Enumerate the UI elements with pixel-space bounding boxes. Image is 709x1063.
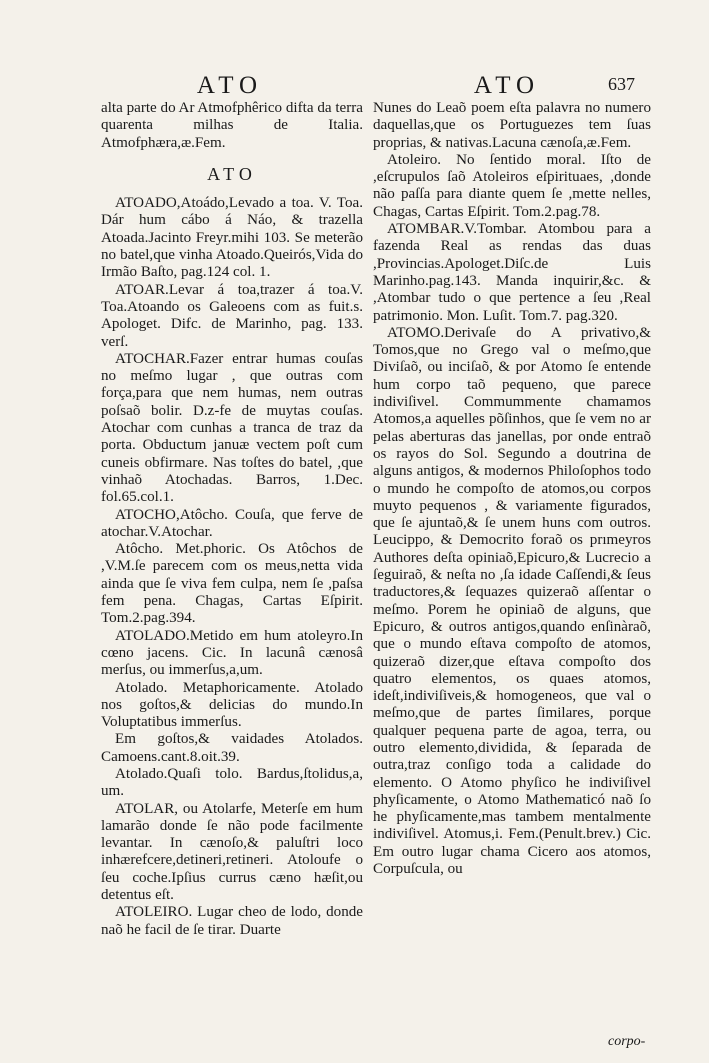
entry-atolado-metaphoric: Atolado. Metaphoricamente. Atolado nos goſtos,& delicias do mundo.In Voluptatibus immerſus. xyxy=(101,679,363,731)
entry-atolado: ATOLADO.Metido em hum atoleyro.In cœno jacens. Cic. In lacunâ cænosâ merſus, ou immerſus,a,um. xyxy=(101,627,363,679)
entry-atochar: ATOCHAR.Fazer entrar humas couſas no meſmo lugar , que outras com força,para que nem humas, nem outras poſsaõ bolir. D.z-fe de muytas couſas. Atochar com cunhas a tranca de traz da porta. Obductum januæ vectem poſt cum cuneis obfirmare. Nas toſtes do batel, ,que vinhaõ Atochadas. Barros, 1.Dec. fol.65.col.1. xyxy=(101,350,363,506)
entry-atoleiro-continuation: Nunes do Leaõ poem eſta palavra no numero daquellas,que os Portuguezes tem ſuas proprias, & nativas.Lacuna cænoſa,æ.Fem. xyxy=(373,100,651,151)
entry-atoar: ATOAR.Levar á toa,trazer á toa.V. Toa.Atoando os Galeoens com as fuit.s. Apologet. Difc. de Marinho, pag. 133. verſ. xyxy=(101,281,363,350)
entry-atolado-tolo: Atolado.Quaſi tolo. Bardus,ſtolidus,a, um. xyxy=(101,765,363,800)
left-column xyxy=(101,100,363,939)
entry-atocho: ATOCHO,Atôcho. Couſa, que ferve de atochar.V.Atochar. xyxy=(101,506,363,540)
right-column xyxy=(373,100,651,878)
entry-atomo: ATOMO.Derivaſe do A privativo,& Tomos,que no Grego val o meſmo,que Diviſaõ, ou inciſaõ, & por Atomo ſe entende hum corpo taõ pequeno, que parece indiviſivel. Commummente chamamos Atomos,a aquelles põſinhos, que ſe vem no ar pelas aberturas das janellas, por onde entraõ os rayos do Sol. Segundo a doutrina de alguns antigos, & modernos Philoſophos todo o mundo he compoſto de atomos,ou corpos muyto pequenos , & variamente figurados, que ſe ajuntaõ,& ſe unem huns com outros. Leucippo, & Democrito foraõ os prımeyros Authores deſta opiniaõ,Epicuro,& Lucrecio a ſeguiraõ, & neſta no ,ſa idade Caſſendi,& ſeus traductores,& ſequazes quizeraõ aſſentar o meſmo. Porem he opiniaõ de alguns, que Epicuro, & outros antigos,quando enſinàraõ, que o mundo eſtava compoſto de atomos, quizeraõ dizer,que eſtava compoſto dos quatro elementos, os quaes atomos, ideſt,indiviſiveis,& homogeneos, que val o meſmo,que de partes ſimilares, porque qualquer pequena parte de agoa, terra, ou outro elemento,dividida, & ſeparada de outra,traz conſigo toda a calidade do elemento. O Atomo phyſico he indiviſivel phyſicamente, o Atomo Mathematicó naõ ſo he phyſicamente,mas tambem mentalmente indiviſivel. Atomus,i. Fem.(Penult.brev.) Cic. Em outro lugar chama Cicero aos atomos, Corpuſcula, ou xyxy=(373,324,651,878)
right-running-head: ATO xyxy=(473,72,541,99)
entry-atolar: ATOLAR, ou Atolarfe, Meterſe em hum lamarão donde ſe não pode facilmente levantar. In cænoſo,& paluſtri loco inhærefcere,detineri,retineri. Atoloufe o ſeu coche.Ipſius currus cæno hæſit,ou detentus eſt. xyxy=(101,800,363,904)
entry-continuation: alta parte do Ar Atmofphêrico difta da terra quarenta milhas de Italia. Atmofphæra,æ.Fem. xyxy=(101,100,363,151)
entry-atoado: ATOADO,Atoádo,Levado a toa. V. Toa. Dár hum cábo á Náo, & trazella Atoada.Jacinto Freyr.mihi 103. Se meterão no batel,que vinha Atoado.Queirós,Vida do Irmão Baſto, pag.124 col. 1. xyxy=(101,195,363,281)
left-running-head: ATO xyxy=(196,72,264,99)
entry-atoleiro: ATOLEIRO. Lugar cheo de lodo, donde naõ he facil de ſe tirar. Duarte xyxy=(101,904,363,938)
entry-atocho-metaphoric: Atôcho. Met.phoric. Os Atôchos de ,V.M.ſe parecem com os meus,netta vida ainda que ſe viva fem culpa, nem ſe ,paſsa fem pena. Chagas, Cartas Eſpirit. Tom.2.pag.394. xyxy=(101,541,363,627)
entry-atolado-quote: Em goſtos,& vaidades Atolados. Camoens.cant.8.oit.39. xyxy=(101,731,363,765)
page-number: 637 xyxy=(608,74,635,94)
entry-atombar: ATOMBAR.V.Tombar. Atombou para a fazenda Real as rendas das duas ,Provincias.Apologet.Diſc.de Luis Marinho.pag.143. Manda inquirir,&c. & ,Atombar tudo o que pertence a ſeu ,Real patrimonio. Mon. Luſit. Tom.7. pag.320. xyxy=(373,221,651,324)
section-heading: ATO xyxy=(207,163,257,184)
entry-atoleiro-moral: Atoleiro. No ſentido moral. Iſto de ,eſcrupulos ſaõ Atoleiros eſpirituaes, ,donde não paſſa para diante quem ſe ,mette nelles, Chagas, Cartas Eſpirit. Tom.2.pag.78. xyxy=(373,151,651,220)
catchword: corpo- xyxy=(608,1034,646,1049)
